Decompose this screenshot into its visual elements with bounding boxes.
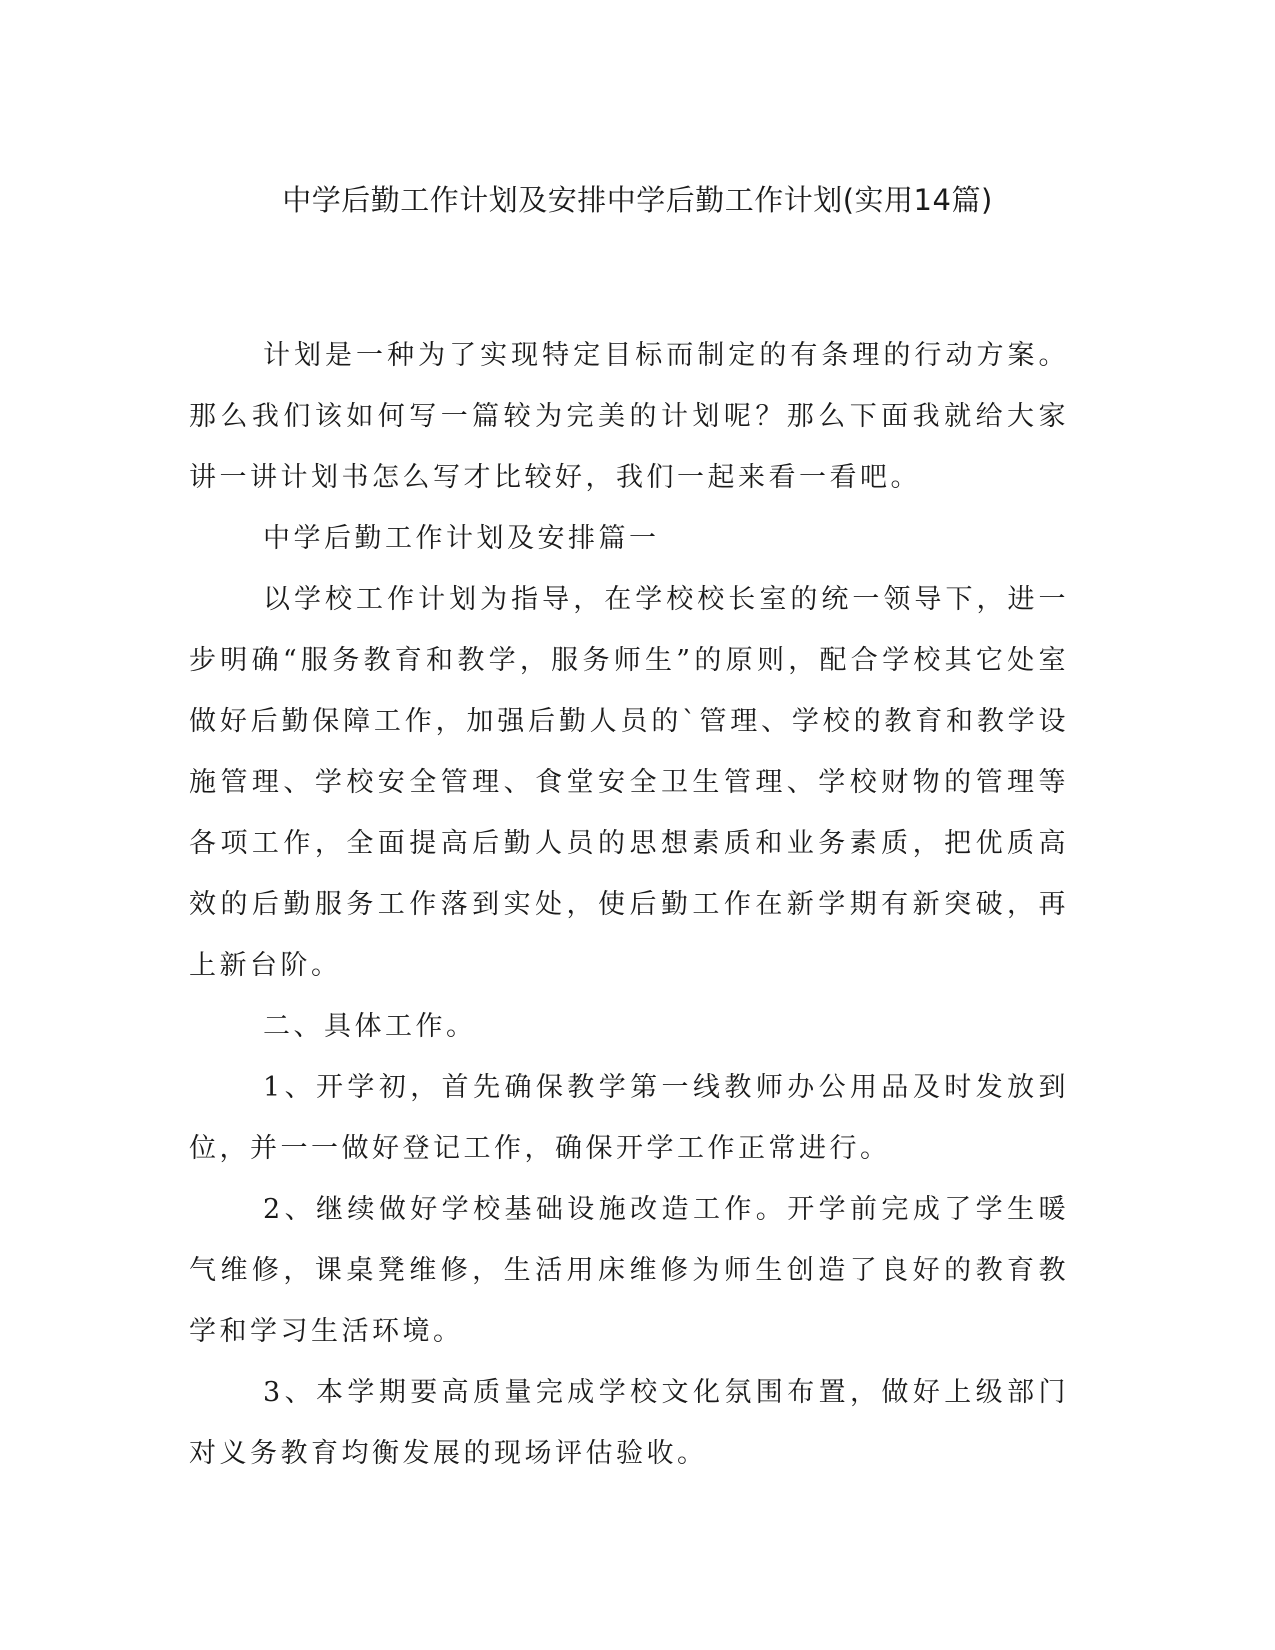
document-title: 中学后勤工作计划及安排中学后勤工作计划(实用14篇) xyxy=(282,183,993,217)
document-body xyxy=(189,325,1069,1484)
paragraph-intro: 计划是一种为了实现特定目标而制定的有条理的行动方案。那么我们该如何写一篇较为完美的计划呢？那么下面我就给大家讲一讲计划书怎么写才比较好，我们一起来看一看吧。 xyxy=(189,340,1069,493)
paragraph-guiding-principle: 以学校工作计划为指导，在学校校长室的统一领导下，进一步明确“服务教育和教学，服务师生”的原则，配合学校其它处室做好后勤保障工作，加强后勤人员的`管理、学校的教育和教学设施管理、学校安全管理、食堂安全卫生管理、学校财物的管理等各项工作，全面提高后勤人员的思想素质和业务素质，把优质高效的后勤服务工作落到实处，使后勤工作在新学期有新突破，再上新台阶。 xyxy=(189,584,1069,981)
section-heading-specific-work: 二、具体工作。 xyxy=(263,1011,477,1042)
list-item-1: 1、开学初，首先确保教学第一线教师办公用品及时发放到位，并一一做好登记工作，确保开学工作正常进行。 xyxy=(189,1072,1069,1164)
list-item-3: 3、本学期要高质量完成学校文化氛围布置，做好上级部门对义务教育均衡发展的现场评估验收。 xyxy=(189,1377,1069,1469)
list-item-2: 2、继续做好学校基础设施改造工作。开学前完成了学生暖气维修，课桌凳维修，生活用床维修为师生创造了良好的教育教学和学习生活环境。 xyxy=(189,1194,1069,1347)
section-heading-part-one: 中学后勤工作计划及安排篇一 xyxy=(263,523,660,554)
